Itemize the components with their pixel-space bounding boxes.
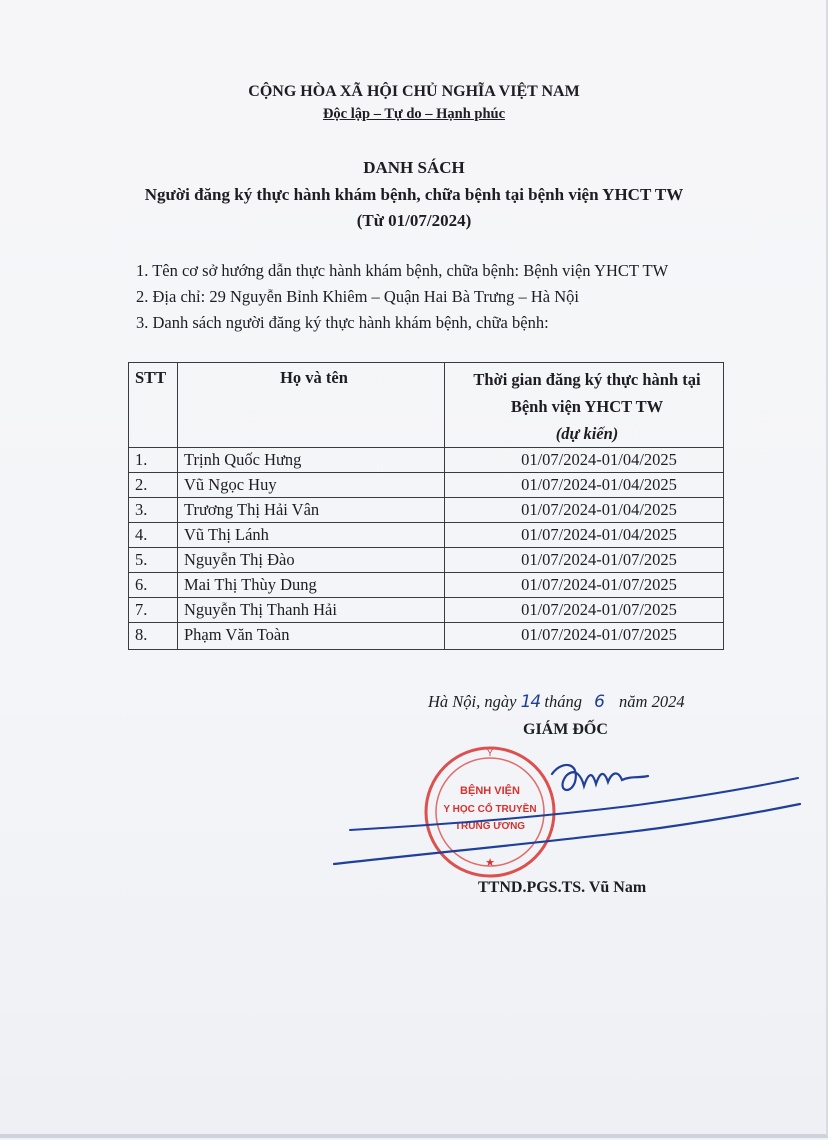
table-row <box>129 548 724 573</box>
row-stt: 8. <box>129 623 178 650</box>
row-name: Nguyễn Thị Thanh Hải <box>178 598 445 623</box>
row-name: Trịnh Quốc Hưng <box>178 448 445 473</box>
date-year: năm 2024 <box>619 692 685 711</box>
intro-line-3: 3. Danh sách người đăng ký thực hành khám bệnh, chữa bệnh: <box>136 313 549 332</box>
row-stt: 5. <box>129 548 178 573</box>
table-row <box>129 448 724 473</box>
signer-name: TTND.PGS.TS. Vũ Nam <box>478 879 647 896</box>
document-subtitle: Người đăng ký thực hành khám bệnh, chữa bệnh tại bệnh viện YHCT TW <box>144 185 684 204</box>
national-motto: Độc lập – Tự do – Hạnh phúc <box>322 106 506 122</box>
table-row <box>129 498 724 523</box>
header-time-note: (dự kiến) <box>555 424 619 443</box>
row-name: Phạm Văn Toàn <box>178 623 445 650</box>
table-header-row <box>129 363 724 448</box>
table-row <box>129 573 724 598</box>
row-name: Vũ Ngọc Huy <box>178 473 445 498</box>
header-time-line1: Thời gian đăng ký thực hành tại <box>473 370 701 389</box>
row-stt: 2. <box>129 473 178 498</box>
date-day-handwritten: 14 <box>520 692 541 712</box>
date-month-label: tháng <box>544 692 582 711</box>
registrant-table <box>128 362 724 650</box>
row-time: 01/07/2024-01/07/2025 <box>445 598 724 623</box>
intro-line-1: 1. Tên cơ sở hướng dẫn thực hành khám bệnh, chữa bệnh: Bệnh viện YHCT TW <box>136 261 669 280</box>
row-stt: 4. <box>129 523 178 548</box>
row-time: 01/07/2024-01/07/2025 <box>445 623 724 650</box>
header-stt: STT <box>129 363 178 448</box>
row-stt: 1. <box>129 448 178 473</box>
row-time: 01/07/2024-01/04/2025 <box>445 448 724 473</box>
row-name: Trương Thị Hải Vân <box>178 498 445 523</box>
handwritten-signature <box>330 752 810 872</box>
table-row <box>129 598 724 623</box>
header-time-line2: Bệnh viện YHCT TW <box>510 397 664 416</box>
table-row <box>129 473 724 498</box>
intro-line-2: 2. Địa chỉ: 29 Nguyễn Bỉnh Khiêm – Quận Hai Bà Trưng – Hà Nội <box>136 287 579 306</box>
header-name: Họ và tên <box>178 363 445 448</box>
row-time: 01/07/2024-01/04/2025 <box>445 498 724 523</box>
row-stt: 7. <box>129 598 178 623</box>
row-name: Mai Thị Thùy Dung <box>178 573 445 598</box>
signer-position: GIÁM ĐỐC <box>523 721 608 738</box>
stamp-line-2: Y HỌC CỔ TRUYỀN <box>443 804 537 815</box>
row-time: 01/07/2024-01/04/2025 <box>445 473 724 498</box>
row-time: 01/07/2024-01/07/2025 <box>445 548 724 573</box>
row-time: 01/07/2024-01/04/2025 <box>445 523 724 548</box>
stamp-line-3: TRUNG ƯƠNG <box>454 821 526 832</box>
row-stt: 6. <box>129 573 178 598</box>
header-time <box>445 363 724 448</box>
national-heading: CỘNG HÒA XÃ HỘI CHỦ NGHĨA VIỆT NAM <box>248 83 580 100</box>
date-prefix: Hà Nội, ngày <box>428 692 517 711</box>
table-row <box>129 623 724 650</box>
row-stt: 3. <box>129 498 178 523</box>
table-row <box>129 523 724 548</box>
signing-date <box>428 692 685 712</box>
row-name: Vũ Thị Lánh <box>178 523 445 548</box>
stamp-star-icon: ★ <box>485 857 495 869</box>
stamp-top-char: Y <box>486 748 494 758</box>
document-title: DANH SÁCH <box>363 158 465 177</box>
date-month-handwritten: 6 <box>594 692 605 712</box>
row-time: 01/07/2024-01/07/2025 <box>445 573 724 598</box>
row-name: Nguyễn Thị Đào <box>178 548 445 573</box>
document-date: (Từ 01/07/2024) <box>356 211 472 230</box>
stamp-line-1: BỆNH VIỆN <box>460 785 520 797</box>
